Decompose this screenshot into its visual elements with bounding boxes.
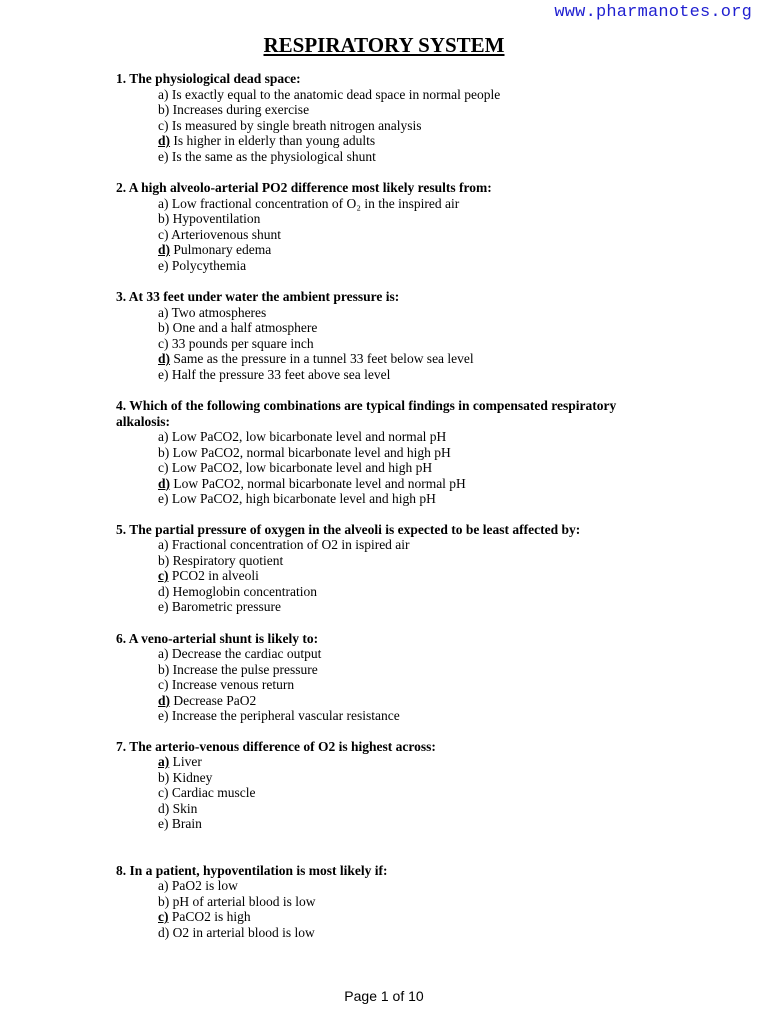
option-item: [158, 568, 656, 584]
option-letter: a): [158, 86, 169, 102]
site-url: www.pharmanotes.org: [554, 3, 752, 22]
option-letter: b): [158, 769, 170, 785]
option-text: Hemoglobin concentration: [172, 583, 317, 599]
option-letter: e): [158, 491, 169, 506]
question-7: [116, 739, 656, 832]
option-item: [158, 258, 656, 274]
option-item: [158, 553, 656, 569]
option-item: [158, 754, 656, 770]
option-letter: c): [158, 677, 169, 692]
option-text: Low PaCO2, low bicarbonate level and normal pH: [171, 429, 447, 444]
question-5: [116, 522, 656, 615]
option-item: [158, 677, 656, 693]
option-item: [158, 320, 656, 336]
option-item: [158, 305, 656, 321]
option-letter: e): [158, 366, 169, 382]
option-letter: a): [158, 537, 169, 552]
option-text: Increase venous return: [171, 677, 295, 692]
option-item: [158, 584, 656, 600]
option-item: [158, 227, 656, 243]
option-text: Low PaCO2, normal bicarbonate level and high pH: [172, 444, 451, 460]
option-text: Is the same as the physiological shunt: [171, 148, 376, 164]
question-text: 8. In a patient, hypoventilation is most likely if:: [116, 862, 388, 878]
option-text: Liver: [172, 754, 202, 769]
question-8: [116, 863, 656, 941]
option-item: [158, 785, 656, 801]
answer-letter: c): [158, 568, 169, 583]
answer-letter: d): [158, 242, 171, 257]
question-list: [116, 71, 656, 940]
option-item: [158, 429, 656, 445]
option-text: Fractional concentration of O2 in ispired air: [171, 537, 410, 552]
option-item: [158, 599, 656, 615]
answer-letter: d): [158, 692, 171, 708]
option-list: [116, 646, 656, 724]
option-letter: b): [158, 444, 170, 460]
option-letter: a): [158, 646, 169, 661]
option-item: [158, 708, 656, 724]
option-text: Barometric pressure: [171, 599, 281, 614]
option-text: Pulmonary edema: [173, 242, 272, 257]
option-list: [116, 878, 656, 940]
question-4: [116, 398, 656, 507]
option-list: [116, 196, 656, 274]
option-text: Two atmospheres: [171, 304, 267, 320]
option-letter: a): [158, 878, 169, 893]
option-text: Respiratory quotient: [172, 552, 284, 568]
page-number: Page 1 of 10: [344, 988, 424, 1004]
question-text: 4. Which of the following combinations are typical findings in compensated respiratory alkalosis:: [116, 398, 617, 429]
option-text: Decrease PaO2: [173, 692, 257, 708]
option-text: Increase the pulse pressure: [172, 661, 318, 677]
option-text: Low PaCO2, normal bicarbonate level and normal pH: [173, 475, 466, 491]
option-letter: c): [158, 226, 169, 242]
option-letter: c): [158, 460, 169, 475]
question-6: [116, 631, 656, 724]
option-item: [158, 133, 656, 149]
option-text: Half the pressure 33 feet above sea level: [171, 366, 391, 382]
option-item: [158, 662, 656, 678]
option-text: Arteriovenous shunt: [171, 226, 281, 242]
question-3: [116, 289, 656, 382]
option-letter: c): [158, 117, 169, 133]
option-item: [158, 537, 656, 553]
option-letter: c): [158, 785, 169, 800]
option-item: [158, 646, 656, 662]
option-list: [116, 429, 656, 507]
option-item: [158, 118, 656, 134]
option-text: PaCO2 is high: [171, 909, 251, 924]
option-text: Increase the peripheral vascular resistance: [171, 708, 400, 723]
option-letter: a): [158, 195, 169, 211]
option-text: PaO2 is low: [171, 878, 238, 893]
option-list: [116, 87, 656, 165]
option-text: Decrease the cardiac output: [171, 646, 322, 661]
option-letter: b): [158, 320, 170, 335]
option-item: [158, 445, 656, 461]
option-item: [158, 909, 656, 925]
option-item: [158, 336, 656, 352]
option-letter: b): [158, 661, 170, 677]
option-text: Same as the pressure in a tunnel 33 feet below sea level: [173, 351, 474, 366]
option-letter: c): [158, 335, 169, 351]
option-item: [158, 87, 656, 103]
option-letter: e): [158, 816, 169, 831]
option-item: [158, 491, 656, 507]
option-text: Kidney: [172, 769, 213, 785]
question-text: 6. A veno-arterial shunt is likely to:: [116, 630, 319, 646]
option-text: Skin: [172, 800, 198, 816]
option-text: pH of arterial blood is low: [172, 893, 316, 909]
question-text: 5. The partial pressure of oxygen in the alveoli is expected to be least affected by:: [116, 521, 581, 537]
answer-letter: d): [158, 133, 171, 148]
question-text: 1. The physiological dead space:: [116, 71, 301, 86]
option-item: [158, 816, 656, 832]
question-1: [116, 71, 656, 164]
option-letter: d): [158, 583, 170, 599]
option-letter: b): [158, 102, 170, 117]
option-text: PCO2 in alveoli: [171, 568, 259, 583]
answer-letter: d): [158, 475, 171, 491]
option-item: [158, 770, 656, 786]
option-text: Polycythemia: [171, 257, 247, 273]
question-text: 3. At 33 feet under water the ambient pressure is:: [116, 289, 400, 304]
option-item: [158, 242, 656, 258]
page-title: RESPIRATORY SYSTEM: [263, 33, 505, 57]
question-text: 7. The arterio-venous difference of O2 is highest across:: [116, 738, 436, 754]
option-letter: d): [158, 800, 170, 816]
option-text: Is measured by single breath nitrogen analysis: [171, 117, 422, 133]
option-item: [158, 925, 656, 941]
option-item: [158, 878, 656, 894]
option-letter: b): [158, 893, 170, 909]
option-item: [158, 196, 656, 212]
option-letter: b): [158, 552, 170, 568]
question-2: [116, 180, 656, 273]
option-text: Hypoventilation: [172, 211, 261, 226]
option-letter: e): [158, 599, 169, 614]
option-item: [158, 351, 656, 367]
option-letter: d): [158, 924, 170, 940]
option-letter: e): [158, 257, 169, 273]
answer-letter: d): [158, 351, 171, 366]
option-letter: e): [158, 708, 169, 723]
option-item: [158, 476, 656, 492]
answer-letter: a): [158, 754, 170, 769]
option-list: [116, 754, 656, 832]
option-list: [116, 537, 656, 615]
option-item: [158, 801, 656, 817]
option-text: O2 in arterial blood is low: [172, 924, 315, 940]
option-text: Is exactly equal to the anatomic dead space in normal people: [171, 86, 501, 102]
option-text: Low PaCO2, low bicarbonate level and high pH: [171, 460, 433, 475]
option-item: [158, 693, 656, 709]
option-text: Brain: [171, 816, 202, 831]
option-text: Low fractional concentration of O₂ in the inspired air: [171, 195, 460, 211]
option-text: One and a half atmosphere: [172, 320, 318, 335]
option-list: [116, 305, 656, 383]
answer-letter: c): [158, 909, 169, 924]
option-item: [158, 894, 656, 910]
option-letter: a): [158, 304, 169, 320]
option-item: [158, 149, 656, 165]
option-text: Increases during exercise: [172, 102, 310, 117]
option-letter: a): [158, 429, 169, 444]
option-letter: b): [158, 211, 170, 226]
option-text: Cardiac muscle: [171, 785, 256, 800]
option-item: [158, 460, 656, 476]
question-text: 2. A high alveolo-arterial PO2 difference most likely results from:: [116, 180, 492, 195]
option-text: 33 pounds per square inch: [171, 335, 314, 351]
option-item: [158, 211, 656, 227]
option-text: Low PaCO2, high bicarbonate level and high pH: [171, 491, 436, 506]
option-letter: e): [158, 148, 169, 164]
option-text: Is higher in elderly than young adults: [173, 133, 376, 148]
option-item: [158, 367, 656, 383]
option-item: [158, 102, 656, 118]
